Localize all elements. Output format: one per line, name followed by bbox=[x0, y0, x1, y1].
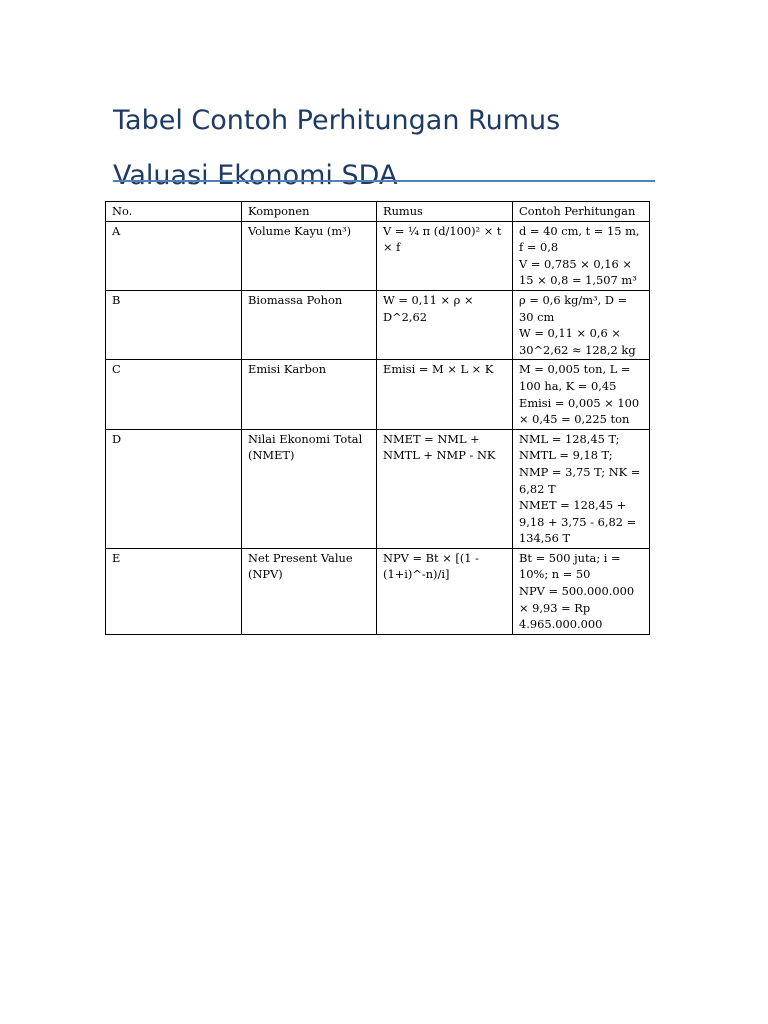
contoh-line: V = 0,785 × 0,16 × 15 × 0,8 = 1,507 m³ bbox=[519, 256, 637, 288]
document-title-line-1: Tabel Contoh Perhitungan Rumus bbox=[113, 105, 561, 136]
cell-contoh bbox=[513, 360, 650, 429]
header-no: No. bbox=[106, 202, 242, 222]
cell-rumus: Emisi = M × L × K bbox=[377, 360, 513, 429]
cell-contoh bbox=[513, 429, 650, 548]
contoh-line: NMET = 128,45 + 9,18 + 3,75 - 6,82 = 134,56 T bbox=[519, 498, 637, 546]
cell-no: C bbox=[106, 360, 242, 429]
contoh-line: d = 40 cm, t = 15 m, f = 0,8 bbox=[519, 223, 640, 255]
cell-rumus: NMET = NML + NMTL + NMP - NK bbox=[377, 429, 513, 548]
cell-rumus: V = ¼ π (d/100)² × t × f bbox=[377, 221, 513, 290]
contoh-line: ρ = 0,6 kg/m³, D = 30 cm bbox=[519, 292, 628, 324]
table-header-row bbox=[106, 202, 650, 222]
cell-no: E bbox=[106, 548, 242, 634]
cell-komponen: Volume Kayu (m³) bbox=[242, 221, 377, 290]
contoh-line: NPV = 500.000.000 × 9,93 = Rp 4.965.000.000 bbox=[519, 584, 635, 632]
cell-contoh bbox=[513, 548, 650, 634]
table-row bbox=[106, 548, 650, 634]
header-rumus: Rumus bbox=[377, 202, 513, 222]
cell-komponen: Nilai Ekonomi Total (NMET) bbox=[242, 429, 377, 548]
cell-no: D bbox=[106, 429, 242, 548]
cell-rumus: NPV = Bt × [(1 - (1+i)^-n)/i] bbox=[377, 548, 513, 634]
table-row bbox=[106, 429, 650, 548]
contoh-line: Bt = 500 juta; i = 10%; n = 50 bbox=[519, 550, 621, 582]
document-title bbox=[113, 93, 658, 203]
calculation-table bbox=[105, 201, 650, 635]
title-underline bbox=[113, 180, 655, 182]
cell-contoh bbox=[513, 221, 650, 290]
cell-no: A bbox=[106, 221, 242, 290]
header-komponen: Komponen bbox=[242, 202, 377, 222]
contoh-line: Emisi = 0,005 × 100 × 0,45 = 0,225 ton bbox=[519, 395, 640, 427]
cell-komponen: Emisi Karbon bbox=[242, 360, 377, 429]
contoh-line: NML = 128,45 T; NMTL = 9,18 T; NMP = 3,75 T; NK = 6,82 T bbox=[519, 431, 641, 496]
table-row bbox=[106, 290, 650, 359]
contoh-line: M = 0,005 ton, L = 100 ha, K = 0,45 bbox=[519, 362, 631, 393]
cell-komponen: Biomassa Pohon bbox=[242, 290, 377, 359]
cell-rumus: W = 0,11 × ρ × D^2,62 bbox=[377, 290, 513, 359]
table-row bbox=[106, 360, 650, 429]
header-contoh: Contoh Perhitungan bbox=[513, 202, 650, 222]
cell-contoh bbox=[513, 290, 650, 359]
contoh-line: W = 0,11 × 0,6 × 30^2,62 ≈ 128,2 kg bbox=[519, 326, 636, 357]
document-title-line-2: Valuasi Ekonomi SDA bbox=[113, 160, 398, 191]
cell-no: B bbox=[106, 290, 242, 359]
cell-komponen: Net Present Value (NPV) bbox=[242, 548, 377, 634]
table-row bbox=[106, 221, 650, 290]
